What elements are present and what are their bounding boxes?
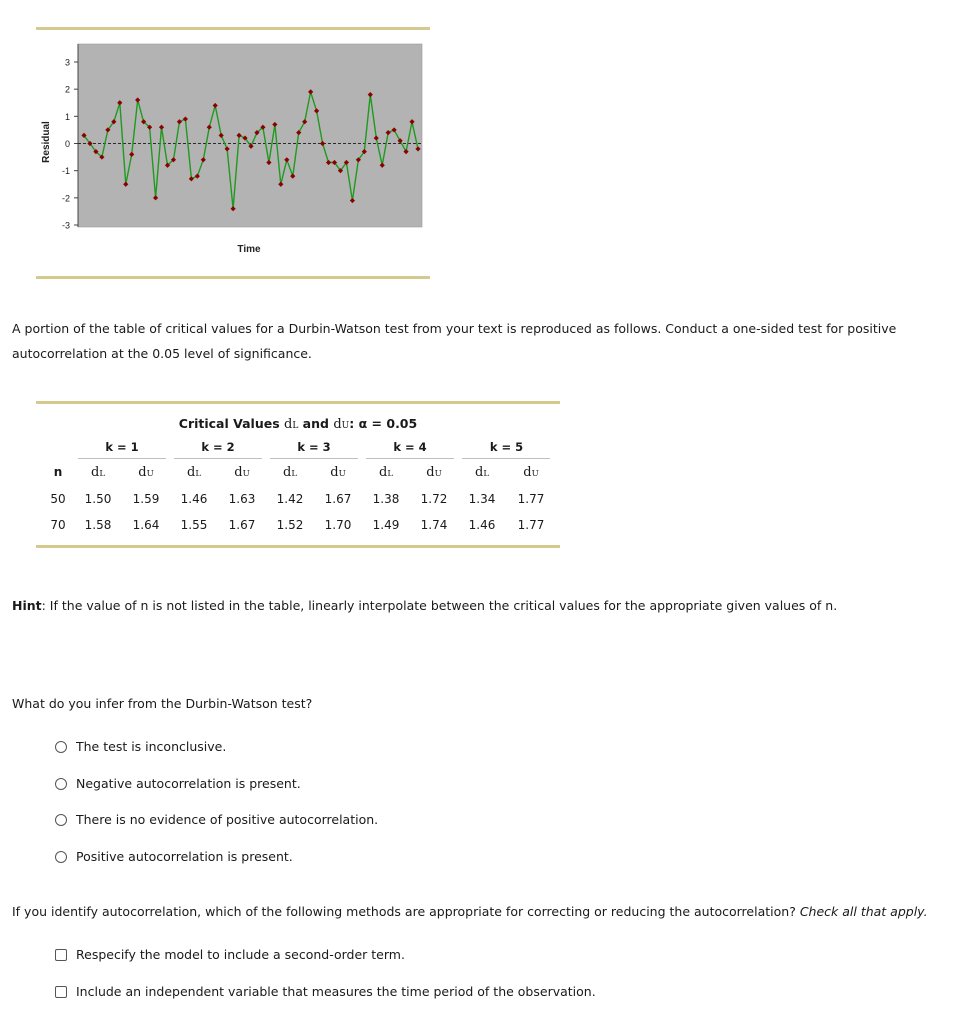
option-no-positive-evidence[interactable]: There is no evidence of positive autocorrelation. [55, 812, 378, 827]
critical-value-cell: 1.49 [372, 518, 400, 532]
checkbox[interactable] [55, 986, 67, 998]
k-header-underline [462, 458, 550, 459]
question1-prompt: What do you infer from the Durbin-Watson test? [12, 696, 313, 711]
row-n-value: 70 [50, 518, 66, 532]
critical-values-table [36, 403, 560, 548]
dl-column-header: dL [283, 465, 297, 480]
k-header-underline [366, 458, 454, 459]
k-header-3: k = 3 [297, 440, 331, 454]
k-header-2: k = 2 [201, 440, 235, 454]
y-tick-label: 1 [64, 111, 70, 122]
table-title: Critical Values dL and dU: α = 0.05 [178, 416, 418, 432]
y-tick-label: -1 [61, 166, 70, 177]
dl-column-header: dL [379, 465, 393, 480]
k-header-1: k = 1 [105, 440, 139, 454]
option-inconclusive[interactable]: The test is inconclusive. [55, 739, 226, 754]
k-header-underline [174, 458, 262, 459]
radio-button[interactable] [55, 814, 67, 826]
radio-button[interactable] [55, 741, 67, 753]
critical-value-cell: 1.42 [276, 492, 304, 506]
critical-value-cell: 1.67 [228, 518, 256, 532]
du-column-header: dU [426, 465, 442, 480]
option-positive-autocorrelation[interactable]: Positive autocorrelation is present. [55, 849, 293, 864]
k-header-underline [270, 458, 358, 459]
table-bottom-rule [36, 545, 560, 548]
radio-button[interactable] [55, 778, 67, 790]
y-ticks [62, 58, 78, 231]
k-header-4: k = 4 [393, 440, 427, 454]
critical-value-cell: 1.52 [276, 518, 304, 532]
k-header-underline [78, 458, 166, 459]
question2-emphasis: Check all that apply. [799, 904, 928, 919]
dl-column-header: dL [187, 465, 201, 480]
intro-text: A portion of the table of critical values for a Durbin-Watson test from your text is reproduced as follows. Conduct a one-sided test for positive autocorrelation at the 0.05 level of significance. [12, 321, 897, 361]
du-column-header: dU [234, 465, 250, 480]
y-tick-label: 2 [64, 84, 70, 95]
plot-area [78, 44, 422, 227]
question2-prompt: If you identify autocorrelation, which of the following methods are appropriate for correcting or reducing the autocorrelation? Check all that apply. [12, 904, 928, 919]
option-negative-autocorrelation[interactable]: Negative autocorrelation is present. [55, 776, 301, 791]
critical-value-cell: 1.58 [84, 518, 112, 532]
critical-value-cell: 1.46 [180, 492, 208, 506]
du-column-header: dU [138, 465, 154, 480]
chart-bottom-rule [36, 276, 430, 279]
y-tick-label: -2 [61, 193, 70, 204]
critical-value-cell: 1.64 [132, 518, 160, 532]
y-tick-label: 3 [64, 57, 70, 68]
checkbox[interactable] [55, 949, 67, 961]
y-tick-label: -3 [61, 220, 70, 231]
y-tick-label: 0 [64, 139, 70, 149]
radio-button[interactable] [55, 851, 67, 863]
critical-value-cell: 1.46 [468, 518, 496, 532]
x-axis-label: Time [237, 244, 261, 255]
option-second-order-term[interactable]: Respecify the model to include a second-order term. [55, 947, 405, 962]
du-column-header: dU [330, 465, 346, 480]
critical-value-cell: 1.38 [372, 492, 400, 506]
n-column-header: n [53, 465, 63, 479]
critical-value-cell: 1.59 [132, 492, 160, 506]
critical-value-cell: 1.63 [228, 492, 256, 506]
residual-time-chart [36, 30, 430, 278]
critical-value-cell: 1.67 [324, 492, 352, 506]
critical-value-cell: 1.50 [84, 492, 112, 506]
critical-value-cell: 1.77 [517, 492, 545, 506]
y-axis-label: Residual [41, 121, 52, 163]
hint-text: Hint: If the value of n is not listed in the table, linearly interpolate between the critical values for the appropriate given values of n. [12, 598, 838, 613]
dl-column-header: dL [91, 465, 105, 480]
critical-value-cell: 1.34 [468, 492, 496, 506]
critical-value-cell: 1.55 [180, 518, 208, 532]
du-column-header: dU [523, 465, 539, 480]
row-n-value: 50 [50, 492, 66, 506]
hint-label: Hint [12, 598, 42, 613]
k-header-5: k = 5 [489, 440, 524, 454]
option-time-period-variable[interactable]: Include an independent variable that measures the time period of the observation. [55, 984, 596, 999]
critical-value-cell: 1.74 [420, 518, 448, 532]
dl-column-header: dL [475, 465, 489, 480]
critical-value-cell: 1.70 [324, 518, 352, 532]
critical-value-cell: 1.72 [420, 492, 448, 506]
critical-value-cell: 1.77 [517, 518, 545, 532]
